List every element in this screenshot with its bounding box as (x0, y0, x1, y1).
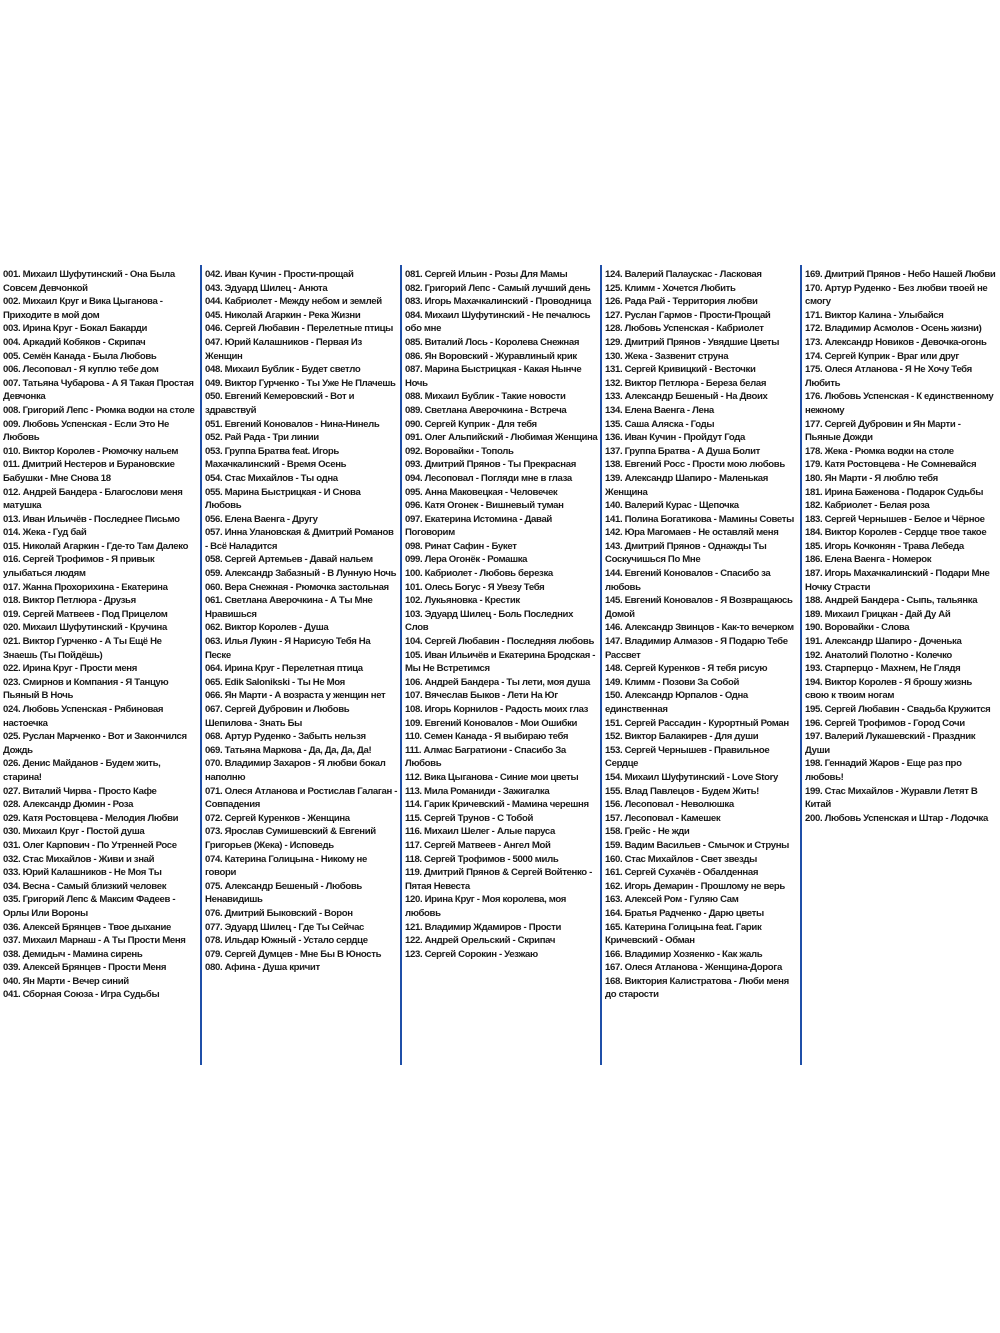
track-entry: 154. Михаил Шуфутинский - Love Story (605, 771, 778, 783)
track-entry: 058. Сергей Артемьев - Давай нальем (205, 554, 373, 566)
track-entry: 087. Марина Быстрицкая - Какая Нынче Ночь (405, 364, 582, 389)
track-entry: 065. Edik Salonikski - Ты Не Моя (205, 676, 345, 688)
track-entry: 092. Воровайки - Тополь (405, 445, 514, 457)
track-entry: 128. Любовь Успенская - Кабриолет (605, 323, 764, 335)
track-entry: 110. Семен Канада - Я выбираю тебя (405, 731, 569, 743)
track-entry: 115. Сергей Трунов - С Тобой (405, 812, 534, 824)
track-entry: 076. Дмитрий Быковский - Ворон (205, 907, 353, 919)
tracklist-column-5 (800, 265, 1000, 1065)
track-entry: 117. Сергей Матвеев - Ангел Мой (405, 839, 551, 851)
track-entry: 113. Мила Романиди - Зажигалка (405, 785, 550, 797)
track-entry: 026. Денис Майданов - Будем жить, старина! (3, 758, 161, 783)
track-entry: 124. Валерий Палаускас - Ласковая (605, 269, 762, 280)
track-entry: 156. Лесоповал - Неволюшка (605, 799, 734, 811)
track-entry: 044. Кабриолет - Между небом и землей (205, 296, 382, 308)
track-entry: 002. Михаил Круг и Вика Цыганова - Приходите в мой дом (3, 296, 163, 321)
track-entry: 143. Дмитрий Прянов - Однажды Ты Соскучишься По Мне (605, 540, 767, 566)
track-entry: 187. Игорь Махачкалинский - Подари Мне Ночку Страсти (805, 568, 990, 593)
track-entry: 119. Дмитрий Прянов & Сергей Войтенко - Пятая Невеста (405, 867, 592, 892)
track-entry: 090. Сергей Куприк - Для тебя (405, 418, 537, 430)
track-entry: 046. Сергей Любавин - Перелетные птицы (205, 323, 394, 335)
track-entry: 180. Ян Марти - Я люблю тебя (805, 472, 938, 484)
track-entry: 018. Виктор Петлюра - Друзья (3, 595, 136, 607)
track-entry: 104. Сергей Любавин - Последняя любовь (405, 636, 594, 648)
track-entry: 130. Жека - Зазвенит струна (605, 350, 729, 362)
track-entry: 071. Олеся Атланова и Ростислав Галаган - Совпадения (205, 785, 398, 811)
track-entry: 150. Александр Юрпалов - Одна единственная (605, 690, 748, 715)
track-entry: 047. Юрий Калашников - Первая Из Женщин (205, 336, 362, 362)
track-entry: 161. Сергей Сухачёв - Обалденная (605, 867, 759, 879)
track-entry: 171. Виктор Калина - Улыбайся (805, 309, 944, 321)
track-entry: 162. Игорь Демарин - Прошлому не верь (605, 880, 785, 892)
track-entry: 099. Лера Огонёк - Ромашка (405, 554, 528, 566)
track-entry: 048. Михаил Бублик - Будет светло (205, 364, 361, 376)
track-entry: 081. Сергей Ильин - Розы Для Мамы (405, 269, 568, 280)
track-entry: 049. Виктор Гурченко - Ты Уже Не Плачешь (205, 377, 396, 389)
track-entry: 040. Ян Марти - Вечер синий (3, 975, 129, 987)
track-entry: 088. Михаил Бублик - Такие новости (405, 391, 566, 403)
track-entry: 188. Андрей Бандера - Сыпь, тальянка (805, 595, 978, 607)
track-entry: 098. Ринат Сафин - Букет (405, 540, 517, 552)
track-entry: 167. Олеся Атланова - Женщина-Дорога (605, 962, 782, 974)
track-entry: 151. Сергей Рассадин - Курортный Роман (605, 717, 789, 729)
track-entry: 118. Сергей Трофимов - 5000 миль (405, 853, 559, 865)
track-entry: 064. Ирина Круг - Перелетная птица (205, 663, 363, 675)
track-entry: 145. Евгений Коновалов - Я Возвращаюсь Домой (605, 595, 793, 620)
track-entry: 142. Юра Магомаев - Не оставляй меня (605, 527, 779, 539)
track-entry: 073. Ярослав Сумишевский & Евгений Григорьев (Жека) - Исповедь (205, 826, 376, 851)
track-entry: 012. Андрей Бандера - Благослови меня матушка (3, 486, 183, 512)
track-entry: 165. Катерина Голицына feat. Гарик Кричевский - Обман (605, 921, 762, 947)
track-entry: 056. Елена Ваенга - Другу (205, 513, 318, 525)
track-entry: 051. Евгений Коновалов - Нина-Нинель (205, 418, 380, 430)
track-entry: 194. Виктор Королев - Я брошу жизнь свою к твоим ногам (805, 676, 972, 702)
track-entry: 166. Владимир Хозяенко - Как жаль (605, 948, 763, 960)
track-entry: 103. Эдуард Шилец - Боль Последних Слов (405, 608, 574, 634)
track-entry: 057. Инна Улановская & Дмитрий Романов - Всё Наладится (205, 527, 394, 552)
track-entry: 196. Сергей Трофимов - Город Сочи (805, 717, 965, 729)
track-entry: 126. Рада Рай - Территория любви (605, 296, 758, 308)
track-entry: 102. Лукьяновка - Крестик (405, 595, 520, 607)
track-entry: 174. Сергей Куприк - Враг или друг (805, 350, 960, 362)
track-entry: 131. Сергей Кривицкий - Весточки (605, 364, 756, 376)
track-entry: 170. Артур Руденко - Без любви твоей не смогу (805, 282, 988, 308)
track-entry: 082. Григорий Лепс - Самый лучший день (405, 282, 591, 294)
track-entry: 177. Сергей Дубровин и Ян Марти - Пьяные Дожди (805, 418, 961, 444)
track-entry: 011. Дмитрий Нестеров и Бурановские Бабушки - Мне Снова 18 (3, 459, 175, 484)
track-entry: 083. Игорь Махачкалинский - Проводница (405, 296, 592, 308)
track-entry: 189. Михаил Грицкан - Дай Ду Ай (805, 608, 951, 620)
track-entry: 007. Татьяна Чубарова - А Я Такая Простая Девчонка (3, 377, 194, 403)
track-entry: 114. Гарик Кричевский - Мамина черешня (405, 799, 589, 811)
track-entry: 129. Дмитрий Прянов - Увядшие Цветы (605, 336, 780, 348)
track-entry: 184. Виктор Королев - Сердце твое такое (805, 527, 987, 539)
track-entry: 094. Лесоповал - Погляди мне в глаза (405, 472, 572, 484)
track-entry: 122. Андрей Орельский - Скрипач (405, 935, 556, 947)
track-entry: 031. Олег Карпович - По Утренней Росе (3, 839, 177, 851)
track-entry: 141. Полина Богатикова - Мамины Советы (605, 513, 794, 525)
track-entry: 195. Сергей Любавин - Свадьба Кружится (805, 704, 991, 715)
track-entry: 061. Светлана Аверочкина - А Ты Мне Нравишься (205, 595, 373, 620)
track-entry: 134. Елена Ваенга - Лена (605, 404, 714, 416)
track-entry: 108. Игорь Корнилов - Радость моих глаз (405, 704, 589, 715)
track-entry: 155. Влад Павлецов - Будем Жить! (605, 785, 760, 797)
track-entry: 015. Николай Агаркин - Где-то Там Далеко (3, 540, 189, 552)
track-entry: 159. Вадим Васильев - Смычок и Струны (605, 839, 790, 851)
track-entry: 074. Катерина Голицына - Никому не говори (205, 853, 367, 879)
track-entry: 147. Владимир Алмазов - Я Подарю Тебе Рассвет (605, 636, 788, 661)
track-entry: 036. Алексей Брянцев - Твое дыхание (3, 921, 172, 933)
track-entry: 035. Григорий Лепс & Максим Фадеев - Орлы Или Вороны (3, 894, 176, 919)
track-entry: 066. Ян Марти - А возраста у женщин нет (205, 690, 386, 702)
track-entry: 152. Виктор Балакирев - Для души (605, 731, 759, 743)
track-entry: 086. Ян Воровский - Журавлиный крик (405, 350, 577, 362)
track-entry: 068. Артур Руденко - Забыть нельзя (205, 731, 366, 743)
track-entry: 093. Дмитрий Прянов - Ты Прекрасная (405, 459, 576, 471)
track-entry: 181. Ирина Баженова - Подарок Судьбы (805, 486, 984, 498)
track-entry: 072. Сергей Куренков - Женщина (205, 812, 350, 824)
track-entry: 024. Любовь Успенская - Рябиновая настоечка (3, 704, 164, 729)
track-entry: 078. Ильдар Южный - Устало сердце (205, 935, 368, 947)
track-entry: 193. Старперцо - Махнем, Не Глядя (805, 663, 961, 675)
track-entry: 006. Лесоповал - Я куплю тебе дом (3, 364, 159, 376)
track-entry: 109. Евгений Коновалов - Мои Ошибки (405, 717, 578, 729)
track-entry: 120. Ирина Круг - Моя королева, моя любовь (405, 894, 567, 919)
track-entry: 148. Сергей Куренков - Я тебя рисую (605, 663, 768, 675)
track-entry: 169. Дмитрий Прянов - Небо Нашей Любви (805, 269, 996, 280)
track-entry: 075. Александр Бешеный - Любовь Ненавидишь (205, 880, 362, 906)
track-entry: 111. Алмас Багратиони - Спасибо За Любовь (405, 744, 566, 770)
track-entry: 135. Саша Аляска - Годы (605, 418, 715, 430)
track-entry: 070. Владимир Захаров - Я любви бокал наполню (205, 758, 386, 783)
track-entry: 005. Семён Канада - Была Любовь (3, 350, 157, 362)
track-entry: 137. Группа Братва - А Душа Болит (605, 445, 761, 457)
track-entry: 146. Александр Звинцов - Как-то вечерком (605, 622, 794, 634)
track-entry: 197. Валерий Лукашевский - Праздник Души (805, 731, 976, 756)
track-entry: 059. Александр Забазный - В Лунную Ночь (205, 568, 397, 580)
track-entry: 019. Сергей Матвеев - Под Прицелом (3, 608, 168, 620)
track-entry: 053. Группа Братва feat. Игорь Махачкалинский - Время Осень (205, 445, 347, 471)
tracklist-column-2 (200, 265, 400, 1065)
track-entry: 079. Сергей Думцев - Мне Бы В Юность (205, 948, 382, 960)
track-entry: 185. Игорь Кочконян - Трава Лебеда (805, 540, 964, 552)
track-entry: 163. Алексей Ром - Гуляю Сам (605, 894, 739, 906)
track-entry: 138. Евгений Росс - Прости мою любовь (605, 459, 785, 471)
track-entry: 032. Стас Михайлов - Живи и знай (3, 853, 155, 865)
track-entry: 198. Геннадий Жаров - Еще раз про любовь! (805, 758, 962, 783)
track-entry: 017. Жанна Прохорихина - Екатерина (3, 581, 168, 593)
track-entry: 055. Марина Быстрицкая - И Снова Любовь (205, 486, 361, 512)
track-entry: 183. Сергей Чернышев - Белое и Чёрное (805, 513, 985, 525)
track-entry: 089. Светлана Аверочкина - Встреча (405, 404, 567, 416)
track-entry: 107. Вячеслав Быков - Лети На Юг (405, 690, 558, 702)
track-entry: 158. Грейс - Не жди (605, 826, 690, 838)
track-entry: 025. Руслан Марченко - Вот и Закончился Дождь (3, 731, 187, 756)
track-entry: 179. Катя Ростовцева - Не Сомневайся (805, 459, 977, 471)
track-entry: 069. Татьяна Маркова - Да, Да, Да, Да! (205, 744, 372, 756)
track-entry: 004. Аркадий Кобяков - Скрипач (3, 336, 146, 348)
track-entry: 037. Михаил Марнаш - А Ты Прости Меня (3, 935, 186, 947)
track-entry: 097. Екатерина Истомина - Давай Поговорим (405, 513, 552, 539)
track-entry: 033. Юрий Калашников - Не Моя Ты (3, 867, 162, 879)
track-entry: 140. Валерий Курас - Щепочка (605, 500, 739, 512)
track-entry: 144. Евгений Коновалов - Спасибо за любовь (605, 568, 771, 593)
track-entry: 043. Эдуард Шилец - Анюта (205, 282, 328, 294)
track-entry: 133. Александр Бешеный - На Двоих (605, 391, 768, 403)
track-entry: 013. Иван Ильичёв - Последнее Письмо (3, 513, 180, 525)
track-entry: 176. Любовь Успенская - К единственному нежному (805, 391, 994, 416)
track-entry: 052. Рай Рада - Три линии (205, 432, 319, 444)
track-entry: 063. Илья Лукин - Я Нарисую Тебя На Песке (205, 636, 371, 661)
track-entry: 029. Катя Ростовцева - Мелодия Любви (3, 812, 179, 824)
track-entry: 054. Стас Михайлов - Ты одна (205, 472, 338, 484)
track-entry: 106. Андрей Бандера - Ты лети, моя душа (405, 676, 590, 688)
track-entry: 149. Климм - Позови За Собой (605, 676, 740, 688)
track-entry: 172. Владимир Асмолов - Осень жизни) (805, 323, 982, 335)
track-entry: 050. Евгений Кемеровский - Вот и здравствуй (205, 391, 355, 416)
track-entry: 014. Жека - Гуд бай (3, 527, 87, 539)
track-entry: 084. Михаил Шуфутинский - Не печалюсь обо мне (405, 309, 591, 335)
track-entry: 105. Иван Ильичёв и Екатерина Бродская - Мы Не Встретимся (405, 649, 596, 675)
tracklist-column-1 (0, 265, 200, 1065)
track-entry: 139. Александр Шапиро - Маленькая Женщина (605, 472, 768, 498)
track-entry: 160. Стас Михайлов - Свет звезды (605, 853, 758, 865)
track-entry: 042. Иван Кучин - Прости-прощай (205, 269, 354, 280)
track-entry: 123. Сергей Сорокин - Уезжаю (405, 948, 538, 960)
tracklist-column-4 (600, 265, 800, 1065)
track-entry: 003. Ирина Круг - Бокал Бакарди (3, 323, 148, 335)
track-entry: 077. Эдуард Шилец - Где Ты Сейчас (205, 921, 365, 933)
track-entry: 001. Михаил Шуфутинский - Она Была Совсем Девчонкой (3, 269, 175, 294)
track-entry: 023. Смирнов и Компания - Я Танцую Пьяный В Ночь (3, 676, 169, 702)
track-entry: 008. Григорий Лепс - Рюмка водки на столе (3, 404, 195, 416)
track-entry: 101. Олесь Богус - Я Увезу Тебя (405, 581, 545, 593)
track-entry: 021. Виктор Гурченко - А Ты Ещё Не Знаешь (Ты Пойдёшь) (3, 636, 162, 661)
track-entry: 153. Сергей Чернышев - Правильное Сердце (605, 744, 770, 770)
track-entry: 045. Николай Агаркин - Река Жизни (205, 309, 361, 321)
track-entry: 173. Александр Новиков - Девочка-огонь (805, 336, 987, 348)
track-entry: 041. Сборная Союза - Игра Судьбы (3, 989, 160, 1001)
track-entry: 199. Стас Михайлов - Журавли Летят В Китай (805, 785, 978, 811)
track-entry: 016. Сергей Трофимов - Я привык улыбаться людям (3, 554, 155, 580)
track-entry: 121. Владимир Ждамиров - Прости (405, 921, 562, 933)
track-entry: 020. Михаил Шуфутинский - Кручина (3, 622, 167, 634)
track-entry: 125. Климм - Хочется Любить (605, 282, 736, 294)
track-entry: 096. Катя Огонек - Вишневый туман (405, 500, 564, 512)
track-entry: 095. Анна Маковецкая - Человечек (405, 486, 558, 498)
track-entry: 091. Олег Альпийский - Любимая Женщина (405, 432, 598, 444)
track-entry: 182. Кабриолет - Белая роза (805, 500, 930, 512)
track-entry: 060. Вера Снежная - Рюмочка застольная (205, 581, 389, 593)
track-entry: 112. Вика Цыганова - Синие мои цветы (405, 771, 579, 783)
track-entry: 038. Демидыч - Мамина сирень (3, 948, 143, 960)
track-entry: 191. Александр Шапиро - Доченька (805, 636, 962, 648)
track-entry: 116. Михаил Шелег - Алые паруса (405, 826, 555, 838)
track-entry: 009. Любовь Успенская - Если Это Не Любовь (3, 418, 169, 444)
track-entry: 080. Афина - Душа кричит (205, 962, 320, 974)
track-entry: 022. Ирина Круг - Прости меня (3, 663, 137, 675)
track-entry: 067. Сергей Дубровин и Любовь Шепилова - Знать Бы (205, 704, 350, 729)
track-entry: 192. Анатолий Полотно - Колечко (805, 649, 952, 661)
track-entry: 028. Александр Дюмин - Роза (3, 799, 134, 811)
tracklist-column-3 (400, 265, 600, 1065)
track-entry: 175. Олеся Атланова - Я Не Хочу Тебя Любить (805, 364, 972, 389)
track-entry: 030. Михаил Круг - Постой душа (3, 826, 145, 838)
track-entry: 085. Виталий Лось - Королева Снежная (405, 336, 580, 348)
track-entry: 100. Кабриолет - Любовь березка (405, 568, 553, 580)
track-entry: 039. Алексей Брянцев - Прости Меня (3, 962, 167, 974)
track-entry: 127. Руслан Гармов - Прости-Прощай (605, 309, 771, 321)
track-entry: 186. Елена Ваенга - Номерок (805, 554, 932, 566)
track-entry: 157. Лесоповал - Камешек (605, 812, 721, 824)
track-entry: 200. Любовь Успенская и Штар - Лодочка (805, 812, 988, 824)
track-entry: 062. Виктор Королев - Душа (205, 622, 329, 634)
track-entry: 164. Братья Радченко - Дарю цветы (605, 907, 764, 919)
tracklist-sheet (0, 265, 1000, 1065)
track-entry: 027. Виталий Чирва - Просто Кафе (3, 785, 157, 797)
track-entry: 178. Жека - Рюмка водки на столе (805, 445, 954, 457)
track-entry: 136. Иван Кучин - Пройдут Года (605, 432, 745, 444)
track-entry: 010. Виктор Королев - Рюмочку нальем (3, 445, 179, 457)
track-entry: 190. Воровайки - Слова (805, 622, 910, 634)
track-entry: 034. Весна - Самый близкий человек (3, 880, 167, 892)
track-entry: 168. Виктория Калистратова - Люби меня до старости (605, 975, 789, 1001)
track-entry: 132. Виктор Петлюра - Береза белая (605, 377, 767, 389)
